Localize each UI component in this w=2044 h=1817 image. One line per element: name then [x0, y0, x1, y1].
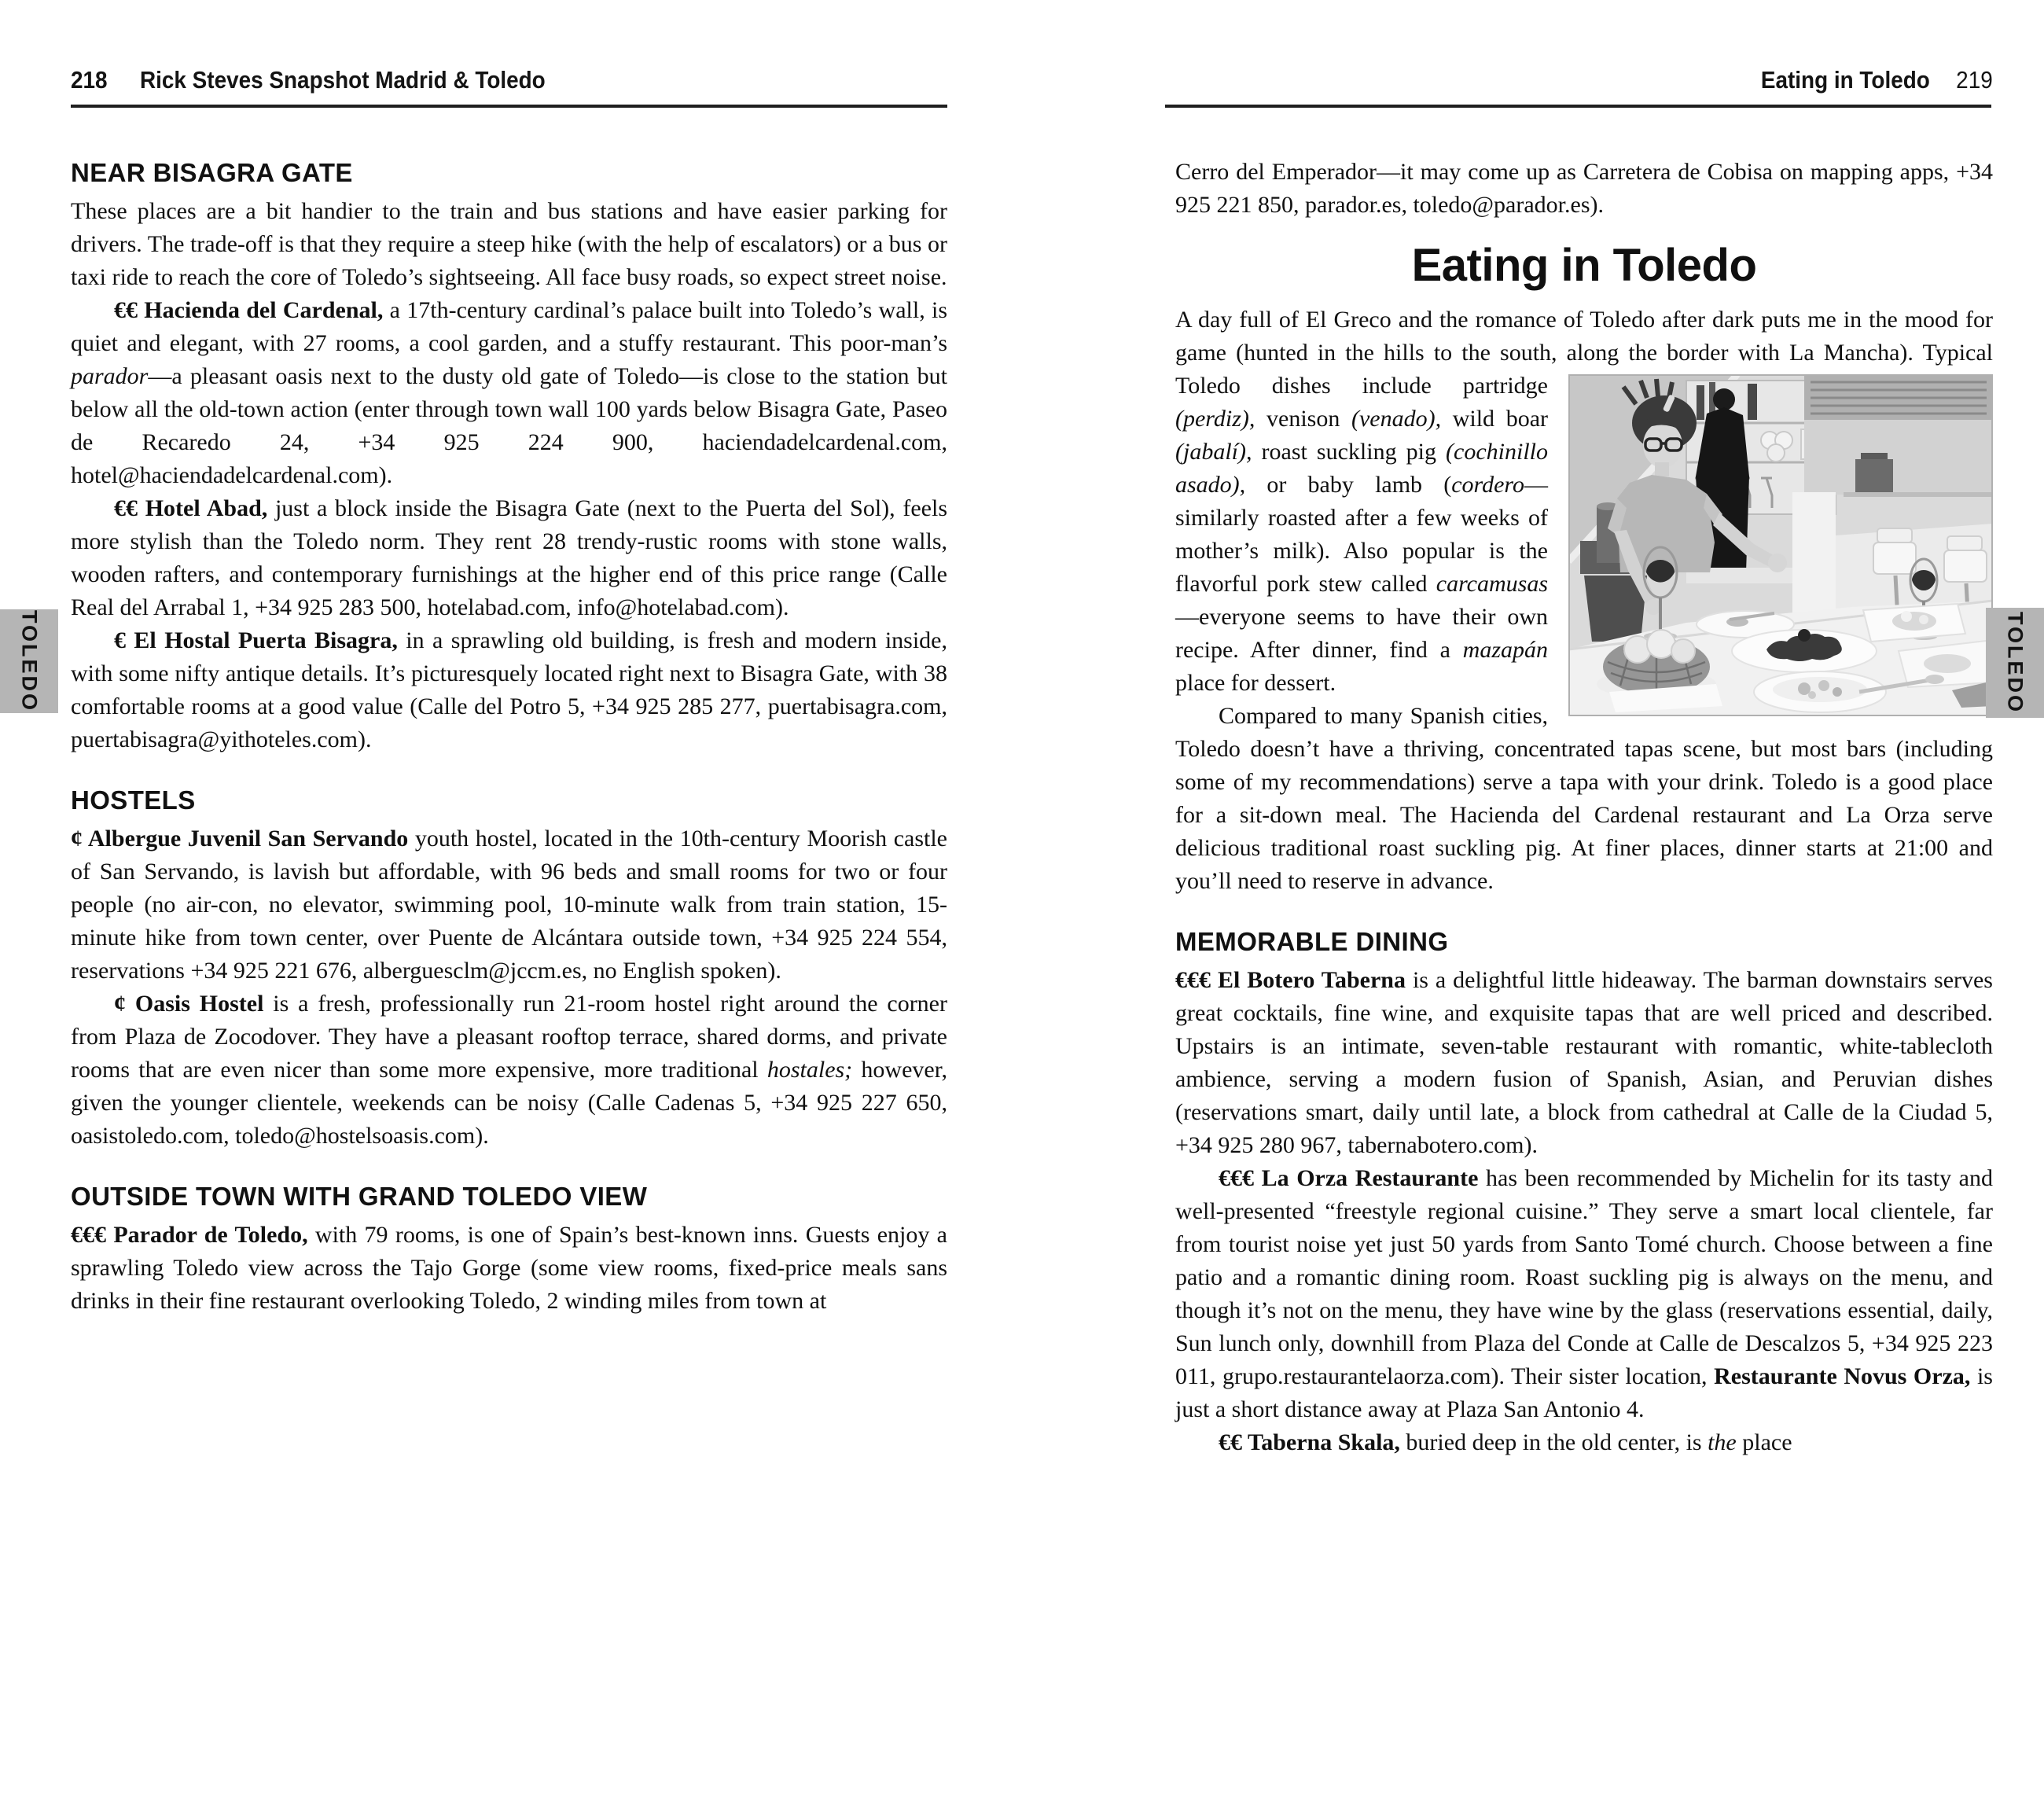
paragraph-el-botero-taberna: €€€ El Botero Taberna is a delightful little hideaway. The barman downstairs serves great cocktails, fine wine, and exquisite tapas that are well priced and described. Upstairs is an intimate, seven-table restaurant with romantic, white-tablecloth ambience, serving a modern fusion of Spanish, Asian, and Peruvian dishes (reservations smart, daily until late, a block from cathedral at Calle de la Ciudad 5, +34 925 280 967, tabernabotero.com).: [1175, 967, 1993, 1158]
paragraph-oasis-hostel: ¢ Oasis Hostel is a fresh, professionally run 21-room hostel right around the corner from Plaza de Zocodover. They have a pleasant rooftop terrace, shared dorms, and private rooms that are even nicer than some more expensive, more traditional hostales; however, given the younger clientele, weekends can be noisy (Calle Cadenas 5, +34 925 227 650, oasistoledo.com, toledo@hostelsoasis.com).: [71, 991, 947, 1149]
paragraph-la-orza-restaurante: €€€ La Orza Restaurante has been recommended by Michelin for its tasty and well-presented “freestyle regional cuisine.” They serve a smart local clientele, far from tourist noise yet just 50 yards from Santo Tomé church. Choose between a fine patio and a romantic dining room. Roast suckling pig is always on the menu, and though it’s not on the menu, they have wine by the glass (reservations essential, daily, Sun lunch only, downhill from Plaza del Conde at Calle de Descalzos 5, +34 925 223 011, grupo.restaurantelaorza.com). Their sister location, Restaurante Novus Orza, is just a short distance away at Plaza San Antonio 4.: [1175, 1165, 1993, 1422]
paragraph-albergue-juvenil-san-servando: ¢ Albergue Juvenil San Servando youth hostel, located in the 10th-century Moorish castle of San Servando, is lavish but affordable, with 96 beds and small rooms for two or four people (no air-con, no elevator, swimming pool, 10-minute walk from train station, 15-minute hike from town center, over Puente de Alcántara outside town, +34 925 224 554, reservations +34 925 221 676, alberguesclm@jccm.es, no English spoken).: [71, 826, 947, 984]
section-heading-memorable-dining: MEMORABLE DINING: [1175, 927, 1449, 956]
chapter-heading-eating-in-toledo: Eating in Toledo: [1411, 240, 1757, 291]
thumb-tab-right: [1986, 608, 2044, 718]
running-title-right: Eating in Toledo: [1761, 66, 1931, 94]
paragraph-tapas-scene: Compared to many Spanish cities, Toledo doesn’t have a thriving, concentrated tapas scene, but most bars (including some of my recommendations) serve a tapa with your drink. Toledo is a good place for a sit-down meal. The Hacienda del Cardenal restaurant and La Orza serve delicious traditional roast suckling pig. At finer places, dinner starts at 21:00 and you’ll need to reserve in advance.: [1175, 703, 1993, 894]
paragraph-parador-continuation: Cerro del Emperador—it may come up as Carretera de Cobisa on mapping apps, +34 925 221 850, parador.es, toledo@parador.es).: [1175, 159, 1993, 218]
page-number-left: 218: [71, 66, 108, 94]
head-rule-left: [71, 105, 947, 108]
thumb-tab-right-label: TOLEDO: [2003, 611, 2027, 714]
paragraph-eating-intro: [1175, 303, 1993, 700]
section-heading-hostels: HOSTELS: [71, 785, 196, 815]
running-head-left: [71, 66, 947, 94]
restaurant-photo-image: [1568, 374, 1993, 716]
paragraph-taberna-skala: €€ Taberna Skala, buried deep in the old center, is the place: [1219, 1429, 1792, 1455]
paragraph-near-bisagra-intro: These places are a bit handier to the train and bus stations and have easier parking for drivers. The trade-off is that they require a steep hike (with the help of escalators) or a bus or taxi ride to reach the core of Toledo’s sightseeing. All face busy roads, so expect street noise.: [71, 198, 947, 290]
paragraph-hacienda-del-cardenal: €€ Hacienda del Cardenal, a 17th-century cardinal’s palace built into Toledo’s wall, is quiet and elegant, with 27 rooms, a cool garden, and a stuffy restaurant. This poor-man’s parador—a pleasant oasis next to the dusty old gate of Toledo—is close to the station but below all the old-town action (enter through town wall 100 yards below Bisagra Gate, Paseo de Recaredo 24, +34 925 224 900, haciendadelcardenal.com, hotel@haciendadelcardenal.com).: [71, 297, 947, 488]
paragraph-parador-de-toledo: €€€ Parador de Toledo, with 79 rooms, is one of Spain’s best-known inns. Guests enjoy a sprawling Toledo view across the Tajo Gorge (some view rooms, fixed-price meals sans drinks in their fine restaurant overlooking Toledo, 2 winding miles from town at: [71, 1222, 947, 1314]
intro-text-after-photo: the border with La Mancha). Typical Toledo dishes include partridge (perdiz), venison (venado), wild boar (jabalí), roast suckling pig (cochinillo asado), or baby lamb (cordero—similarly roasted after a few weeks of mother’s milk). Also popular is the flavorful pork stew called carcamusas—everyone seems to have their own recipe. After dinner, find a mazapán place for dessert.: [1175, 340, 1993, 696]
section-heading-outside-town: OUTSIDE TOWN WITH GRAND TOLEDO VIEW: [71, 1182, 648, 1211]
running-title-left: Rick Steves Snapshot Madrid & Toledo: [139, 66, 546, 94]
head-rule-right: [1165, 105, 1991, 108]
intro-text-before-photo: A day full of El Greco and the romance of Toledo after dark puts me in the mood for game (hunted in the hills to the south, along: [1175, 307, 1993, 366]
paragraph-el-hostal-puerta-bisagra: € El Hostal Puerta Bisagra, in a sprawling old building, is fresh and modern inside, with some nifty antique details. It’s picturesquely located right next to Bisagra Gate, with 38 comfortable rooms at a good value (Calle del Potro 5, +34 925 285 277, puertabisagra.com, puertabisagra@yithoteles.com).: [71, 627, 948, 752]
running-head-right: [1175, 66, 1993, 94]
right-page-column: [1175, 156, 1993, 1459]
page-number-right: 219: [1956, 66, 1993, 94]
thumb-tab-left-label: TOLEDO: [17, 609, 42, 712]
left-page-column: [71, 156, 947, 1318]
thumb-tab-left: [0, 609, 58, 713]
paragraph-hotel-abad: €€ Hotel Abad, just a block inside the Bisagra Gate (next to the Puerta del Sol), feels more stylish than the Toledo norm. They rent 28 trendy-rustic rooms with stone walls, wooden rafters, and contemporary furnishings at the higher end of this price range (Calle Real del Arrabal 1, +34 925 283 500, hotelabad.com, info@hotelabad.com).: [71, 495, 947, 620]
section-heading-near-bisagra-gate: NEAR BISAGRA GATE: [71, 158, 353, 187]
restaurant-photo: [1568, 374, 1993, 716]
